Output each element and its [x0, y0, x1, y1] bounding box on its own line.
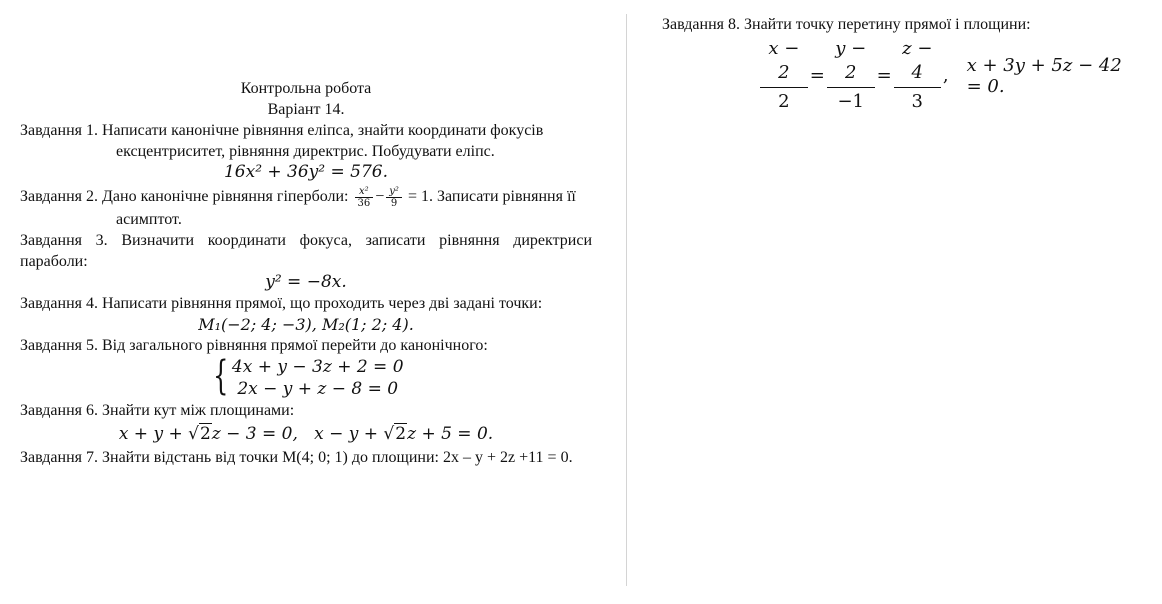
- doc-title: Контрольна робота: [240, 80, 372, 97]
- left-column: [20, 78, 592, 468]
- right-column: [662, 14, 1142, 114]
- task-4: [20, 293, 592, 335]
- task-8-formula: [662, 37, 1142, 114]
- task-8-fraction-z: $\frac{z - 4}{3}$: [894, 37, 941, 114]
- plane-2-radical: 2: [395, 424, 407, 444]
- plane-2-a: x − y +: [314, 424, 384, 444]
- task-2-line: [20, 185, 592, 209]
- system-eq-2: 2x − y + z − 8 = 0: [237, 379, 399, 399]
- doc-variant: Варіант 14.: [267, 101, 345, 118]
- task-2-suffix: Записати рівняння її: [436, 188, 576, 205]
- task-1-text-cont: ексцентриситет, рівняння директрис. Побудувати еліпс.: [116, 143, 495, 160]
- task-6: [20, 400, 592, 447]
- task-2: [20, 185, 592, 230]
- task-3-text: Завдання 3. Визначити координати фокуса, записати рівняння директриси параболи:: [20, 232, 592, 270]
- column-divider: [626, 14, 627, 586]
- equals-sign: =: [809, 65, 825, 86]
- sqrt-icon: √: [188, 424, 199, 444]
- task-2-fraction-y: $\frac{\text{y²}}{9}$: [386, 186, 402, 209]
- task-1-formula: 16x² + 36y² = 576.: [223, 162, 389, 182]
- equals-sign: =: [876, 65, 892, 86]
- task-3-formula: y² = −8x.: [265, 272, 347, 292]
- task-2-minus: −: [375, 188, 385, 205]
- sqrt-icon: √: [383, 424, 395, 444]
- system-lines: [232, 356, 404, 400]
- task-7-text: Завдання 7. Знайти відстань від точки M(4; 0; 1) до площини: 2x – y + 2z +11 = 0.: [20, 449, 573, 466]
- task-8-fraction-x: $\frac{x - 2}{2}$: [760, 37, 808, 114]
- task-6-formula: [20, 421, 592, 447]
- system-eq-1: 4x + y − 3z + 2 = 0: [231, 357, 404, 377]
- task-4-text: Завдання 4. Написати рівняння прямої, що проходить через дві задані точки:: [20, 295, 543, 312]
- task-1: [20, 120, 592, 183]
- task-4-formula: M₁(−2; 4; −3), M₂(1; 2; 4).: [198, 315, 414, 334]
- task-8-text: Завдання 8. Знайти точку перетину прямої і площини:: [662, 16, 1031, 33]
- plane-2-b: z + 5 = 0.: [407, 424, 494, 444]
- task-6-text: Завдання 6. Знайти кут між площинами:: [20, 402, 295, 419]
- task-2-fraction-x: $\frac{\text{x²}}{36}$: [355, 186, 374, 209]
- brace-icon: {: [213, 353, 229, 399]
- plane-1-radical: 2: [199, 424, 211, 444]
- plane-1-a: x + y +: [118, 424, 189, 444]
- equation-system: [208, 353, 404, 400]
- task-1-text: Завдання 1. Написати канонічне рівняння еліпса, знайти координати фокусів: [20, 122, 544, 139]
- task-5-system: [20, 353, 592, 400]
- task-8-plane: x + 3y + 5z − 42 = 0.: [966, 54, 1122, 97]
- plane-1-b: z − 3 = 0,: [211, 424, 298, 444]
- task-7: [20, 447, 592, 468]
- task-5-text: Завдання 5. Від загального рівняння прямої перейти до канонічного:: [20, 337, 488, 354]
- task-2-prefix: Завдання 2. Дано канонічне рівняння гіперболи:: [20, 188, 349, 205]
- task-2-rhs: = 1.: [407, 188, 433, 205]
- comma: ,: [942, 65, 949, 86]
- task-5: [20, 335, 592, 400]
- task-2-text-cont: асимптот.: [116, 211, 182, 228]
- task-3: [20, 230, 592, 293]
- task-8-fraction-y: $\frac{y - 2}{-1}$: [827, 37, 875, 114]
